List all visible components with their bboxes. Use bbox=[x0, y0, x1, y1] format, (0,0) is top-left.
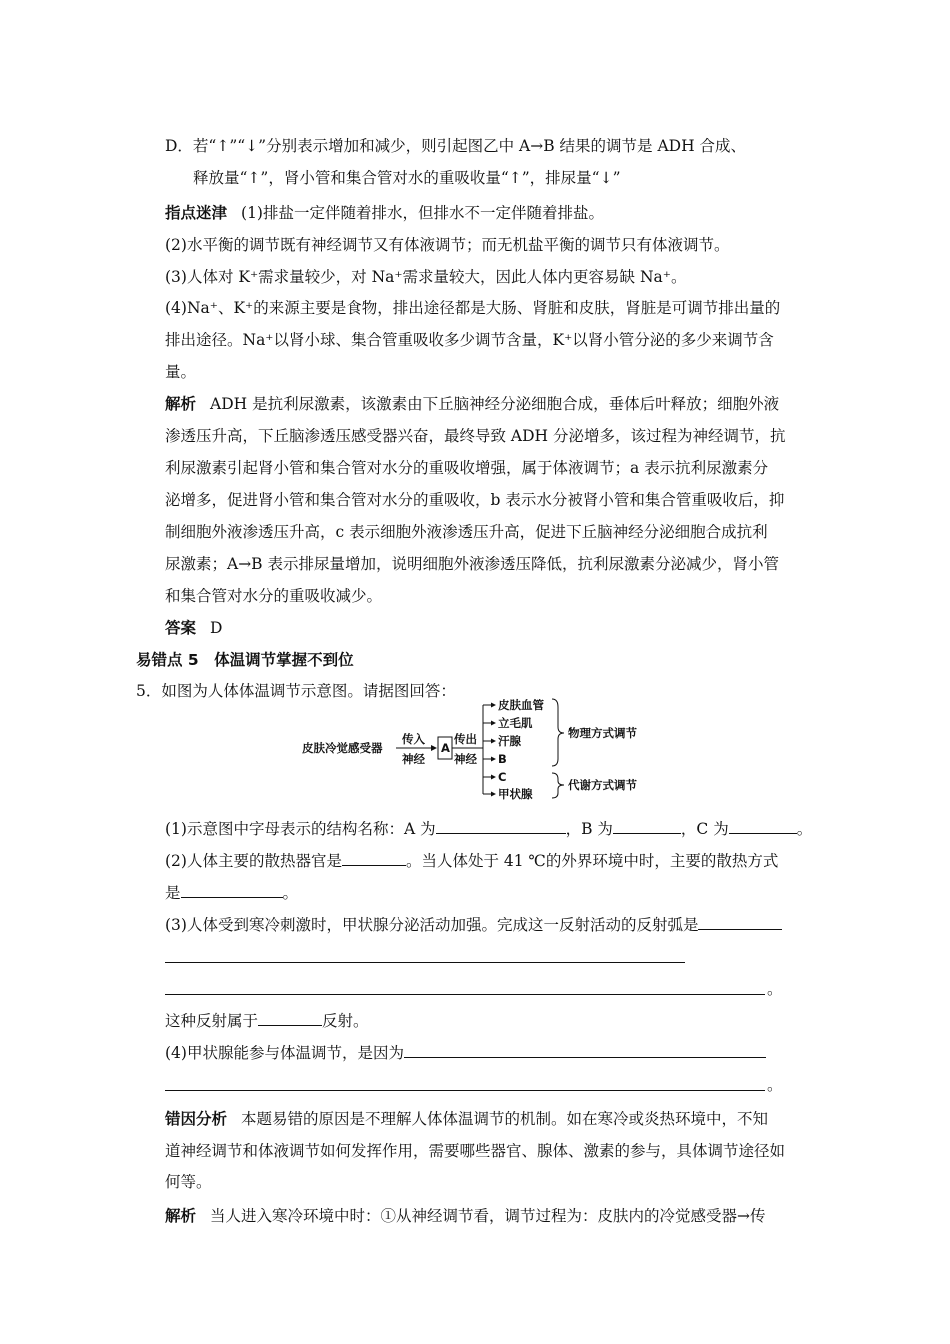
q1-blank-a[interactable] bbox=[436, 819, 566, 834]
tips-label: 指点迷津 bbox=[165, 204, 228, 222]
diagram-afferent-1: 传入 bbox=[402, 732, 425, 746]
q2-text-a: (2)人体主要的散热器官是 bbox=[165, 852, 342, 870]
q1-text-b: ，B 为 bbox=[565, 820, 613, 838]
answer-value: D bbox=[210, 619, 223, 637]
diagram-receptor: 皮肤冷觉感受器 bbox=[302, 741, 383, 755]
q2-end: 。 bbox=[282, 884, 299, 902]
q2-blank-b[interactable] bbox=[181, 883, 283, 898]
tips-p4-line3: 量。 bbox=[165, 363, 197, 381]
error-analysis-label: 错因分析 bbox=[165, 1110, 228, 1128]
analysis1-line2: 渗透压升高，下丘脑渗透压感受器兴奋，最终导致 ADH 分泌增多，该过程为神经调节，抗 bbox=[165, 427, 786, 445]
diagram-physical-label: 物理方式调节 bbox=[568, 726, 637, 740]
analysis2-line1 bbox=[165, 1206, 766, 1226]
q2-text-c: 是 bbox=[165, 884, 181, 902]
answer-label: 答案 bbox=[165, 619, 197, 637]
analysis1-line6: 尿激素；A→B 表示排尿量增加，说明细胞外液渗透压降低，抗利尿激素分泌减少，肾小管 bbox=[165, 555, 780, 573]
q1-end: 。 bbox=[796, 820, 813, 838]
error-analysis-line3: 何等。 bbox=[165, 1173, 212, 1191]
section-heading: 易错点 5 体温调节掌握不到位 bbox=[136, 651, 354, 669]
diagram-effector-sweat: 汗腺 bbox=[498, 734, 521, 748]
diagram-arrowhead-afferent bbox=[431, 745, 437, 751]
analysis1-text: ADH 是抗利尿激素，该激素由下丘脑神经分泌细胞合成，垂体后叶释放；细胞外液 bbox=[210, 395, 780, 413]
tips-p4-line2: 排出途径。Na⁺以肾小球、集合管重吸收多少调节含量，K⁺以肾小管分泌的多少来调节含 bbox=[165, 331, 774, 349]
q3-text: (3)人体受到寒冷刺激时，甲状腺分泌活动加强。完成这一反射活动的反射弧是 bbox=[165, 916, 699, 934]
error-analysis-line2: 道神经调节和体液调节如何发挥作用，需要哪些器官、腺体、激素的参与，具体调节途径如 bbox=[165, 1142, 786, 1160]
q3-blank-c[interactable] bbox=[165, 994, 765, 995]
question-3-reflex bbox=[165, 1011, 369, 1031]
tips-p2: (2)水平衡的调节既有神经调节又有体液调节；而无机盐平衡的调节只有体液调节。 bbox=[165, 236, 730, 254]
q3-reflex-blank[interactable] bbox=[258, 1011, 322, 1026]
error-analysis-text: 本题易错的原因是不理解人体体温调节的机制。如在寒冷或炎热环境中，不知 bbox=[241, 1110, 769, 1128]
analysis1-line1 bbox=[165, 394, 779, 414]
analysis2-text: 当人进入寒冷环境中时：①从神经调节看，调节过程为：皮肤内的冷觉感受器→传 bbox=[210, 1207, 766, 1225]
q4-blank-a[interactable] bbox=[404, 1043, 766, 1058]
option-d-line2: 释放量“↑”，肾小管和集合管对水的重吸收量“↑”，排尿量“↓” bbox=[193, 169, 621, 187]
diagram-afferent-2: 神经 bbox=[402, 752, 425, 766]
q4-text: (4)甲状腺能参与体温调节，是因为 bbox=[165, 1044, 404, 1062]
question-1 bbox=[165, 819, 812, 839]
diagram-brace-physical bbox=[552, 699, 564, 766]
q1-blank-b[interactable] bbox=[613, 819, 681, 834]
diagram-metabolic-label: 代谢方式调节 bbox=[568, 778, 637, 792]
analysis1-line4: 泌增多，促进肾小管和集合管对水分的重吸收，b 表示水分被肾小管和集合管重吸收后，抑 bbox=[165, 491, 785, 509]
diagram-effector-thyroid: 甲状腺 bbox=[498, 787, 533, 801]
question-3-line1 bbox=[165, 915, 782, 935]
analysis1-line3: 利尿激素引起肾小管和集合管对水分的重吸收增强，属于体液调节；a 表示抗利尿激素分 bbox=[165, 459, 769, 477]
diagram-effector-arrector: 立毛肌 bbox=[498, 716, 533, 730]
diagram-center: A bbox=[441, 741, 450, 755]
diagram-effector-c: C bbox=[498, 770, 507, 784]
q4-blank-b[interactable] bbox=[165, 1090, 765, 1091]
q3-reflex-text-b: 反射。 bbox=[322, 1012, 369, 1030]
q3-reflex-text-a: 这种反射属于 bbox=[165, 1012, 259, 1030]
q1-text-a: (1)示意图中字母表示的结构名称：A 为 bbox=[165, 820, 436, 838]
diagram-effector-b: B bbox=[498, 752, 507, 766]
analysis1-label: 解析 bbox=[165, 395, 197, 413]
diagram-efferent-1: 传出 bbox=[454, 732, 477, 746]
q3-blank-a[interactable] bbox=[698, 915, 782, 930]
analysis2-label: 解析 bbox=[165, 1207, 197, 1225]
question-2-line1 bbox=[165, 851, 778, 871]
analysis1-line5: 制细胞外液渗透压升高，c 表示细胞外液渗透压升高，促进下丘脑神经分泌细胞合成抗利 bbox=[165, 523, 768, 541]
diagram-effector-skin-vessel: 皮肤血管 bbox=[498, 698, 544, 712]
q2-text-b: 。当人体处于 41 ℃的外界环境中时，主要的散热方式 bbox=[405, 852, 779, 870]
analysis1-line7: 和集合管对水分的重吸收减少。 bbox=[165, 587, 383, 605]
thermoregulation-diagram bbox=[300, 693, 660, 805]
question-2-line2 bbox=[165, 883, 298, 903]
q1-text-c: ，C 为 bbox=[680, 820, 729, 838]
tips-p3: (3)人体对 K⁺需求量较少，对 Na⁺需求量较大，因此人体内更容易缺 Na⁺。 bbox=[165, 268, 687, 286]
error-analysis-line1 bbox=[165, 1109, 768, 1129]
question-stem: 5．如图为人体体温调节示意图。请据图回答： bbox=[136, 682, 456, 700]
q4-end: 。 bbox=[767, 1076, 783, 1094]
diagram-efferent-2: 神经 bbox=[454, 752, 477, 766]
diagram-effector-arrows bbox=[483, 703, 496, 797]
q3-blank-b[interactable] bbox=[165, 962, 685, 963]
diagram-brace-metabolic bbox=[552, 773, 564, 798]
q3-end: 。 bbox=[767, 980, 783, 998]
q2-blank-a[interactable] bbox=[342, 851, 406, 866]
tips-p1-text: (1)排盐一定伴随着排水，但排水不一定伴随着排盐。 bbox=[241, 204, 604, 222]
tips-p4-line1: (4)Na⁺、K⁺的来源主要是食物，排出途径都是大肠、肾脏和皮肤，肾脏是可调节排出量的 bbox=[165, 299, 781, 317]
tips-p1 bbox=[165, 203, 604, 223]
answer-line bbox=[165, 618, 222, 638]
option-d-line1: D．若“↑”“↓”分别表示增加和减少，则引起图乙中 A→B 结果的调节是 ADH 合成、 bbox=[165, 137, 747, 155]
question-4-line1 bbox=[165, 1043, 766, 1063]
q1-blank-c[interactable] bbox=[729, 819, 797, 834]
